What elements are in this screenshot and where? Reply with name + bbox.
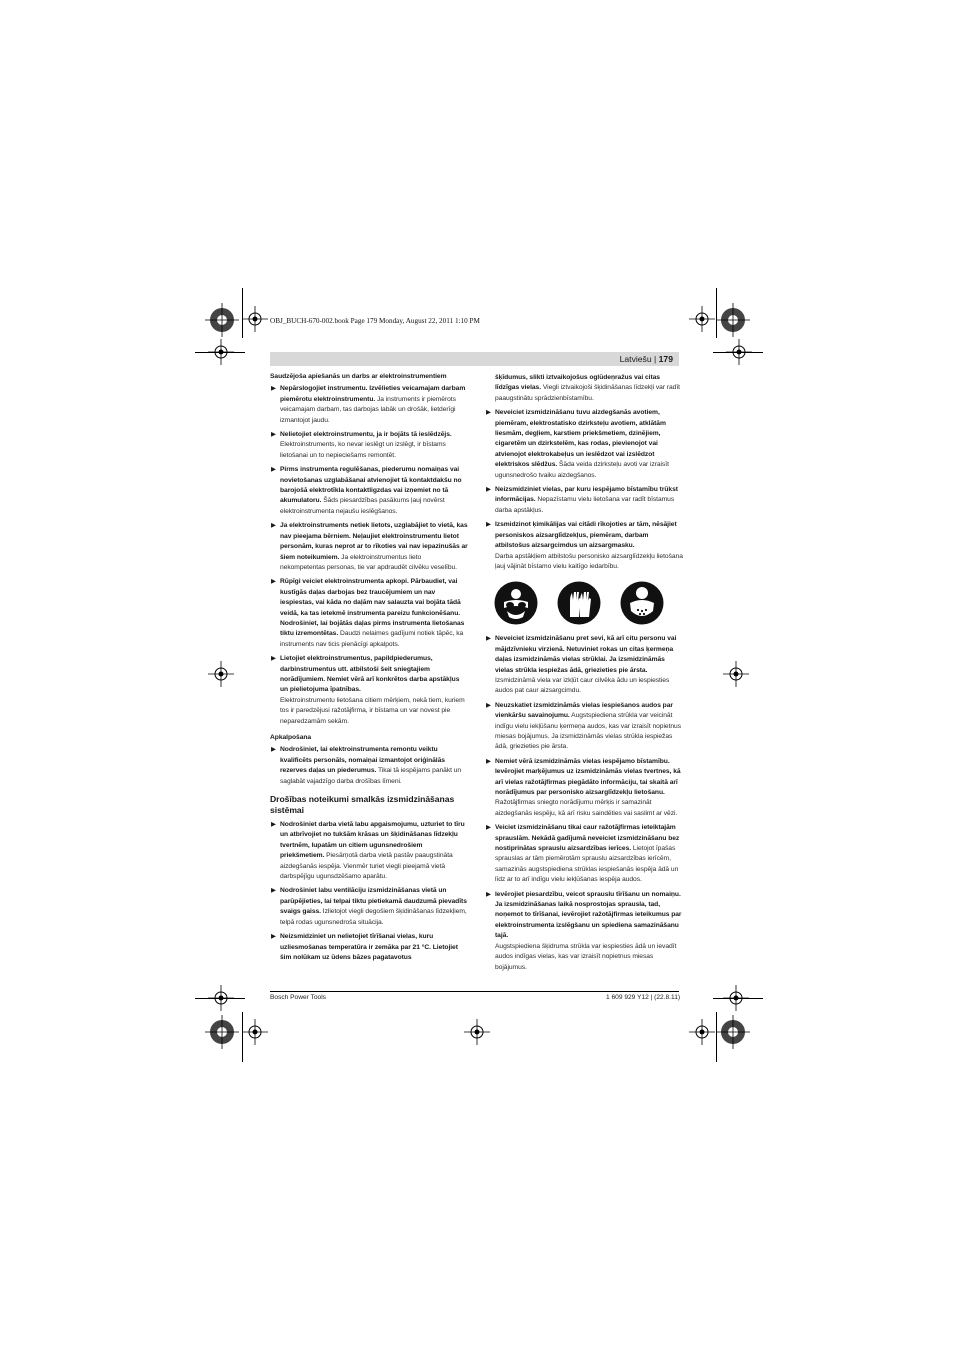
crosshair-mark-icon — [689, 1019, 715, 1045]
item-bold-text: Nodrošiniet darba vietā labu apgaismojumu, uzturiet to tīru un atbrīvojiet no tukšām krāsas un šķidināšanas līdzekļu tvertnēm, lupatām un citiem ugunsnedrošiem priekšmetiem. — [280, 821, 465, 860]
bullet-triangle-icon: ▶ — [486, 890, 492, 898]
list-item — [485, 890, 683, 973]
footer-brand: Bosch Power Tools — [270, 994, 326, 1001]
item-text: Ja elektroinstrumentus lieto nekompetentas personas, tie var apdraudēt cilvēku veselību. — [280, 553, 457, 571]
item-bold-text: Nodrošiniet, lai elektroinstrumenta remontu veiktu kvalificēts personāls, nomaiņai izmantojot oriģinālās rezerves daļas un piederumus. — [280, 746, 445, 775]
crosshair-mark-icon — [208, 661, 234, 687]
bullet-triangle-icon: ▶ — [271, 431, 277, 439]
list-item — [270, 820, 468, 882]
bullet-triangle-icon: ▶ — [486, 824, 492, 832]
list-item — [270, 886, 468, 928]
item-text: Augstspiediena šķidruma strūkla var iespiesties ādā un ievadīt audos indīgas vielas, kas var izraisīt nopietnus miesas bojājumus. — [495, 942, 677, 971]
crosshair-mark-icon — [464, 1019, 490, 1045]
item-bold-text: Izsmidzinot ķimikālijas vai citādi rīkojoties ar tām, nēsājiet personiskos aizsarglīdzekļus, piemēram, darbam atbilstošus aizsargcimdus un aizsargmasku. — [495, 521, 677, 550]
crop-line — [242, 1012, 243, 1062]
crop-line — [195, 352, 245, 353]
goggles-icon — [494, 581, 538, 625]
bullet-triangle-icon: ▶ — [271, 522, 277, 530]
item-bold-text: Neizsmidziniet vielas, par kuru iespējamo bīstamību trūkst informācijas. — [495, 486, 678, 504]
crop-line — [195, 998, 245, 999]
crop-line — [713, 998, 763, 999]
respirator-mask-icon — [620, 581, 664, 625]
item-text: Ražotājfirmas sniegto norādījumu mērķis ir samazināt aizdegšanās iespēju, kā arī risku saindēties vai saslimt ar vēzi. — [495, 799, 678, 817]
item-text: Elektroinstruments, ko nevar ieslēgt un izslēgt, ir bīstams lietošanai un to nepieciešams remontēt. — [280, 441, 446, 459]
item-bold-text: Pirms instrumenta regulēšanas, piederumu nomaiņas vai novietošanas uzglabāšanai atvienojiet tā kontaktdakšu no barojošā elektrotīkla kontaktligzdas vai izņemiet no tā akumulatoru. — [280, 466, 462, 505]
list-item — [485, 823, 683, 885]
item-text: Viegli iztvaikojoši šķidināšanas līdzekļi var radīt paaugstinātu sprādzienbīstamību. — [495, 384, 680, 402]
list-item — [485, 634, 683, 696]
list-item — [270, 654, 468, 727]
ppe-icons — [494, 581, 664, 625]
item-text: Šāds piesardzības pasākums ļauj novērst elektroinstrumenta nejaušu ieslēgšanos. — [280, 497, 445, 515]
item-text: Izlietojot viegli degošiem šķidināšanas līdzekļiem, telpā rodas ugunsnedroša situācija. — [280, 908, 467, 926]
item-bold-text: Nepārslogojiet instrumentu. Izvēlieties veicamajam darbam piemērotu elektroinstrumentu. — [280, 385, 466, 403]
bullet-triangle-icon: ▶ — [486, 409, 492, 417]
item-bold-text: Ievērojiet piesardzību, veicot sprauslu tīrīšanu un nomaiņu. Ja izsmidzināšanas laikā nosprostojas sprausla, tad, noņemot to tīrīšanai, ievērojiet ražotājfirmas ieteikumus par elektroinstrumenta izslēgšanu un spiediena samazināšanu tajā. — [495, 890, 682, 940]
item-text: Nepazīstamu vielu lietošana var radīt bīstamus darba apstākļus. — [495, 496, 675, 514]
item-text: Tikai tā iespējams panākt un saglabāt vajadzīgo darba drošības līmeni. — [280, 767, 462, 785]
crop-line — [716, 288, 717, 338]
item-text: Izsmidzināmā viela var izkļūt caur cilvēka ādu un iespiesties audos pat caur aizsargcimdu. — [495, 676, 670, 695]
header-language: Latviešu — [619, 354, 652, 364]
list-item — [485, 408, 683, 481]
item-bold-text: Rūpīgi veiciet elektroinstrumenta apkopi. Pārbaudiet, vai kustīgās daļas darbojas bez traucējumiem un nav iespiestas, vai kāda no daļām nav salauzta vai bojāta tādā veidā, ka tas ietekmē instrumenta pareizu funkcionēšanu. Nodrošiniet, lai bojātās daļas pirms instrumenta lietošanas tiktu izremontētas. — [280, 578, 465, 638]
list-item — [485, 485, 683, 516]
crosshair-mark-icon — [723, 661, 749, 687]
bullet-triangle-icon: ▶ — [486, 486, 492, 494]
crop-line — [716, 1012, 717, 1062]
crosshair-mark-icon — [242, 306, 268, 332]
item-bold-text: Neizsmidziniet un nelietojiet tīrīšanai vielas, kuru uzliesmošanas temperatūra ir zemāka par 21 °C. Lietojiet šim nolūkam uz ūdens bāzes pagatavotus — [280, 933, 458, 961]
bullet-triangle-icon: ▶ — [271, 746, 277, 754]
subheading-service: Apkalpošana — [270, 734, 312, 741]
list-item — [270, 465, 468, 517]
bullet-triangle-icon: ▶ — [486, 635, 492, 643]
item-text: Šāda veida dzirksteļu avoti var izraisīt ugunsnedrošo tvaiku aizdegšanos. — [495, 461, 669, 479]
bullet-triangle-icon: ▶ — [271, 578, 277, 586]
item-bold-text: Nemiet vērā izsmidzināmās vielas iespējamo bīstamību. Ievērojiet marķējumus uz izsmidzināmās vielas tvertnes, kā arī vielas ražotājfirmas piegādāto informāciju, tai skaitā arī norādījumus par personisko aizsarglīdzekļu lietošanu. — [495, 757, 681, 796]
registration-mark-icon — [205, 1015, 239, 1049]
bullet-triangle-icon: ▶ — [271, 655, 277, 663]
crosshair-mark-icon — [689, 306, 715, 332]
left-column — [270, 372, 468, 967]
list-item — [270, 577, 468, 650]
section-heading: Drošības noteikumi smalkās izsmidzināšanas sistēmai — [270, 794, 455, 816]
printer-slug: OBJ_BUCH-670-002.book Page 179 Monday, August 22, 2011 1:10 PM — [270, 317, 480, 325]
crop-line — [713, 352, 763, 353]
bullet-triangle-icon: ▶ — [486, 701, 492, 709]
item-text: Augstspiediena strūkla var veicināt indīgu vielu iekļūšanu ķermeņa audos, kas var izraisīt nopietnus miesas bojājumus. Ja izsmidzināmās vielas strūkla iespiežas ādā, griezieties pie ārsta. — [495, 712, 682, 751]
registration-mark-icon — [205, 303, 239, 337]
bullet-triangle-icon: ▶ — [271, 933, 277, 941]
page-number: 179 — [658, 354, 673, 364]
bullet-triangle-icon: ▶ — [486, 757, 492, 765]
list-item-continuation — [485, 373, 683, 404]
crop-line — [242, 288, 243, 338]
item-bold-text: Veiciet izsmidzināšanu tikai caur ražotājfirmas ieteiktajām sprauslām. Nekādā gadījumā neveiciet izsmidzināšanu bez nostiprinātas sprauslu aizsardzības ierīces. — [495, 824, 680, 853]
item-bold-text: Neveiciet izsmidzināšanu pret sevi, kā arī citu personu vai mājdzīvnieku virzienā. Netuviniet rokas un citas ķermeņa daļas izsmidzināmās vielas strūklai. Ja izsmidzināmās vielas strūkla iespiežas ādā, griezieties pie ārsta. — [495, 635, 677, 674]
list-item — [270, 521, 468, 573]
item-text: Piesārņotā darba vietā pastāv paaugstināta aizdegšanās iespēja. Vienmēr turiet viegli pieejamā vietā darbspējīgu ugunsdzēšamo aparātu. — [280, 852, 453, 881]
item-bold-text: Lietojiet elektroinstrumentus, papildpiederumus, darbinstrumentus utt. atbilstoši šeit sniegtajiem norādījumiem. Nemiet vērā arī konkrētos darba apstākļus un pielietojuma īpatnības. — [280, 655, 460, 694]
list-item — [485, 701, 683, 753]
item-bold-text: Neveiciet izsmidzināšanu tuvu aizdegšanās avotiem, piemēram, elektrostatisko dzirksteļu avotiem, atklātām liesmām, degļiem, karstiem priekšmetiem, dzinējiem, cigaretēm un dzirkstelēm, kas rodas, pievienojot vai atvienojot elektrokabeļus un ieslēdzot vai izslēdzot elektriskos slēdžus. — [495, 409, 666, 469]
item-bold-text: šķīdumus, slikti iztvaikojošus oglūdeņražus vai citas līdzīgas vielas. — [495, 374, 660, 392]
bullet-triangle-icon: ▶ — [271, 821, 277, 829]
list-item — [270, 384, 468, 426]
item-bold-text: Neuzskatiet izsmidzināmās vielas iespiešanos audos par vienkāršu savainojumu. — [495, 701, 673, 720]
registration-mark-icon — [716, 303, 750, 337]
page-header — [270, 352, 679, 366]
subheading-handling: Saudzējoša apiešanās un darbs ar elektroinstrumentiem — [270, 373, 447, 380]
list-item — [270, 430, 468, 461]
list-item — [485, 520, 683, 572]
bullet-triangle-icon: ▶ — [271, 466, 277, 474]
item-bold-text: Nodrošiniet labu ventilāciju izsmidzināšanas vietā un parūpējieties, lai telpai tiktu pietiekamā daudzumā pievadīts svaigs gaiss. — [280, 887, 467, 916]
crosshair-mark-icon — [242, 1019, 268, 1045]
item-text: Elektroinstrumentu lietošana citiem mērķiem, nekā tiem, kuriem tos ir paredzējusi ražotājfirma, ir bīstama un var novest pie neparedzamām sekām. — [280, 696, 465, 725]
item-bold-text: Nelietojiet elektroinstrumentu, ja ir bojāts tā ieslēdzējs. — [280, 431, 452, 439]
right-column — [485, 373, 683, 977]
registration-mark-icon — [716, 1015, 750, 1049]
bullet-triangle-icon: ▶ — [486, 521, 492, 529]
item-text: Daudzi nelaimes gadījumi notiek tāpēc, ka instruments nav ticis pienācīgi apkalpots. — [280, 630, 464, 648]
item-text: Ja instruments ir piemērots veicamajam darbam, tas darbojas labāk un drošāk, lietderīgi izmantojot jaudu. — [280, 395, 456, 424]
list-item — [485, 757, 683, 819]
footer-rule — [270, 991, 679, 992]
bullet-triangle-icon: ▶ — [271, 385, 277, 393]
list-item — [270, 745, 468, 787]
bullet-triangle-icon: ▶ — [271, 887, 277, 895]
header-text — [620, 353, 673, 365]
gloves-icon — [557, 581, 601, 625]
footer-doc-number: 1 609 929 Y12 | (22.8.11) — [606, 994, 681, 1001]
list-item — [270, 932, 468, 963]
item-text: Lietojot īpašas sprauslas ar tām piemērotām sprauslu aizsardzības ierīcēm, samazinās augstspiediena strūklas iespiešanās iespēja ādā un līdz ar to arī indīgu vielu iekļūšanas iespēja audos. — [495, 845, 679, 884]
header-separator: | — [654, 354, 657, 364]
item-bold-text: Ja elektroinstruments netiek lietots, uzglabājiet to vietā, kas nav pieejama bērniem. Neļaujiet elektroinstrumentu lietot personām, kuras neprot ar to rīkoties vai nav iepazinušās ar šiem noteikumiem. — [280, 522, 468, 561]
item-text: Darba apstākļiem atbilstošu personisko aizsarglīdzekļu lietošana ļauj vājināt bīstamo vielu kaitīgo iedarbību. — [495, 552, 683, 570]
